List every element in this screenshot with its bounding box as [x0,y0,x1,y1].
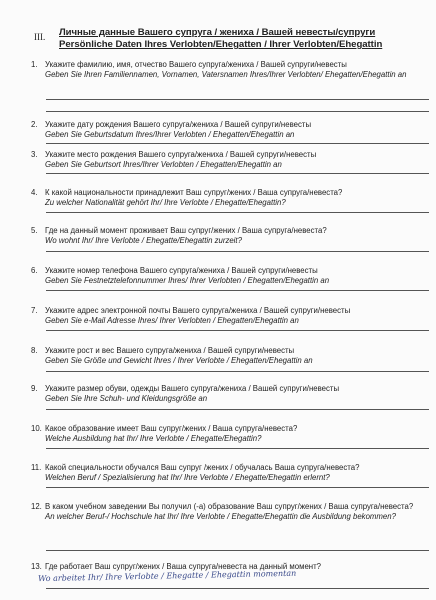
question-number: 12. [31,502,42,511]
answer-line[interactable] [46,448,429,449]
question-text-de: An welcher Beruf-/ Hochschule hat Ihr/ Ihre Verlobte / Ehegatte/Ehegattin die Ausbildung bekommen? [45,511,396,521]
question-number: 8. [31,346,38,355]
section-title-de: Persönliche Daten Ihres Verlobten/Ehegatten / Ihrer Verlobten/Ehegattin [59,39,383,50]
answer-line[interactable] [46,409,429,410]
question-number: 10. [31,424,42,433]
question-text-ru: Укажите номер телефона Вашего супруга/жениха / Вашей супруги/невесты [45,266,318,275]
question-text-ru: Какой специальности обучался Ваш супруг /жених / обучалась Ваша супруга/невеста? [45,463,360,472]
question-text-de: Welche Ausbildung hat Ihr/ Ihre Verlobte / Ehegatte/Ehegattin? [45,433,262,443]
section-title-ru: Личные данные Вашего супруга / жениха / Вашей невесты/супруги [59,27,376,38]
question-number: 13. [31,562,42,571]
question-number: 11. [31,463,42,472]
question-text-de: Welchen Beruf / Spezialisierung hat Ihr/ Ihre Verlobte / Ehegatte/Ehegattin erlernt? [45,472,330,482]
answer-line[interactable] [46,173,429,174]
section-number: III. [34,32,46,42]
question-text-ru: Укажите фамилию, имя, отчество Вашего супруга/жениха / Вашей супруги/невесты [45,60,347,69]
question-text-ru: Укажите адрес электронной почты Вашего супруга/жениха / Вашей супруги/невесты [45,306,351,315]
answer-line[interactable] [46,143,429,144]
answer-line[interactable] [46,371,429,372]
question-text-ru: Где на данный момент проживает Ваш супруг/жених / Ваша супруга/невеста? [45,226,327,235]
question-number: 6. [31,266,38,275]
question-text-de: Geben Sie Festnetztelefonnummer Ihres/ Ihrer Verlobten / Ehegatten/Ehegattin an [45,275,330,285]
question-text-ru: Укажите дату рождения Вашего супруга/жениха / Вашей супруги/невесты [45,120,312,129]
answer-line[interactable] [46,251,429,252]
answer-line[interactable] [46,99,429,100]
question-text-de: Geben Sie Größe und Gewicht Ihres / Ihrer Verlobte / Ehegatten/Ehegattin an [45,355,313,365]
handwritten-answer: Wo arbeitet Ihr/ Ihre Verlobte / Ehegatte / Ehegattin momentan [37,568,297,584]
question-number: 3. [31,150,38,159]
answer-line[interactable] [46,550,429,551]
question-text-ru: Укажите размер обуви, одежды Вашего супруга/жениха / Вашей супруги/невесты [45,384,340,393]
question-text-de: Geben Sie e-Mail Adresse Ihres/ Ihrer Verlobten / Ehegatten/Ehegattin an [45,315,299,325]
question-text-ru: Где работает Ваш супруг/жених / Ваша супруга/невеста на данный момент? [45,562,322,571]
section-header [59,27,429,51]
question-number: 5. [31,226,38,235]
answer-line[interactable] [46,330,429,331]
question-text-ru: Укажите рост и вес Вашего супруга/жениха / Вашей супруги/невесты [45,346,295,355]
question-text-de: Geben Sie Geburtsdatum Ihres/Ihrer Verlobten / Ehegatten/Ehegattin an [45,129,295,139]
question-number: 7. [31,306,38,315]
answer-line[interactable] [46,290,429,291]
question-text-de: Geben Sie Geburtsort Ihres/Ihrer Verlobten / Ehegatten/Ehegattin an [45,159,282,169]
answer-line[interactable] [46,588,429,589]
question-text-de: Zu welcher Nationalität gehört Ihr/ Ihre Verlobte / Ehegatte/Ehegattin? [45,197,286,207]
question-text-ru: Укажите место рождения Вашего супруга/жениха / Вашей супруги/невесты [45,150,317,159]
question-text-de: Geben Sie Ihre Schuh- und Kleidungsgröße an [45,393,208,403]
question-text-de: Wo wohnt Ihr/ Ihre Verlobte / Ehegatte/Ehegattin zurzeit? [45,235,242,245]
question-number: 2. [31,120,38,129]
question-number: 9. [31,384,38,393]
answer-line[interactable] [46,212,429,213]
question-number: 1. [31,60,38,69]
answer-line[interactable] [46,111,429,112]
answer-line[interactable] [46,487,429,488]
question-text-ru: Какое образование имеет Ваш супруг/жених / Ваша супруга/невеста? [45,424,298,433]
question-text-de: Geben Sie Ihren Familiennamen, Vornamen, Vatersnamen Ihres/Ihrer Verlobten/ Ehegatten/Ehegattin an [45,69,407,79]
question-number: 4. [31,188,38,197]
question-text-ru: К какой национальности принадлежит Ваш супруг/жених / Ваша супруга/невеста? [45,188,343,197]
question-text-ru: В каком учебном заведении Вы получил (-а) образование Ваш супруг/жених / Ваша супруга/невеста? [45,502,414,511]
